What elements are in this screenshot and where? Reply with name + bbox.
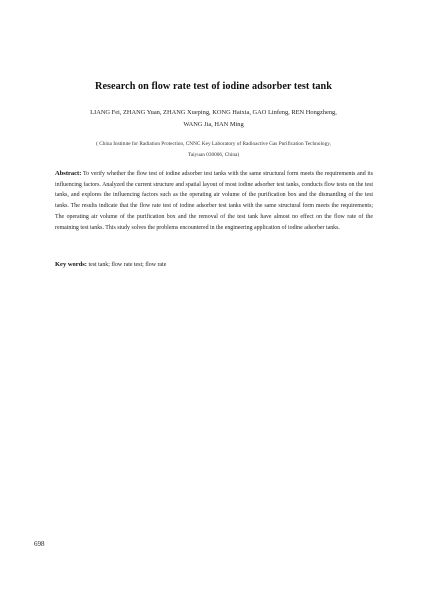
keywords-line [55,260,373,270]
affiliation-line-1: ( China Institute for Radiation Protection, CNNC Key Laboratory of Radioactive Gas Purification Technology, [96,141,331,147]
keywords-label: Key words: [55,261,87,268]
page-number: 698 [34,540,45,548]
paper-title: Research on flow rate test of iodine adsorber test tank [95,81,332,92]
affiliation [60,139,367,160]
abstract-text: To verify whether the flow test of iodine adsorber test tanks with the same structural form meets the requirements and its influencing factors. Analyzed the current structure and spatial layout of most iodine adsorber test tanks, conducts flow tests on the test tanks, and explores the influencing factors such as the operating air volume of the purification box and the dismantling of the test tanks. The results indicate that the flow rate test of iodine adsorber test tanks with the same structural form meets the requirements; The operating air volume of the purification box and the removal of the test tank have almost no effect on the flow rate of the remaining test tanks. This study solves the problems encountered in the engineering application of iodine adsorber tanks. [55,171,373,231]
abstract-label: Abstract: [55,170,82,177]
abstract-paragraph [55,169,373,233]
keywords-text: test tank; flow rate test; flow rate [86,262,167,268]
author-list [60,107,367,131]
affiliation-line-2: Taiyuan 030006, China) [187,151,240,158]
authors-line-1: LIANG Fei, ZHANG Yuan, ZHANG Xueping, KONG Haixia, GAO Linfeng, REN Hongzheng, [90,109,337,116]
authors-line-2: WANG Jia, HAN Ming [183,121,244,128]
